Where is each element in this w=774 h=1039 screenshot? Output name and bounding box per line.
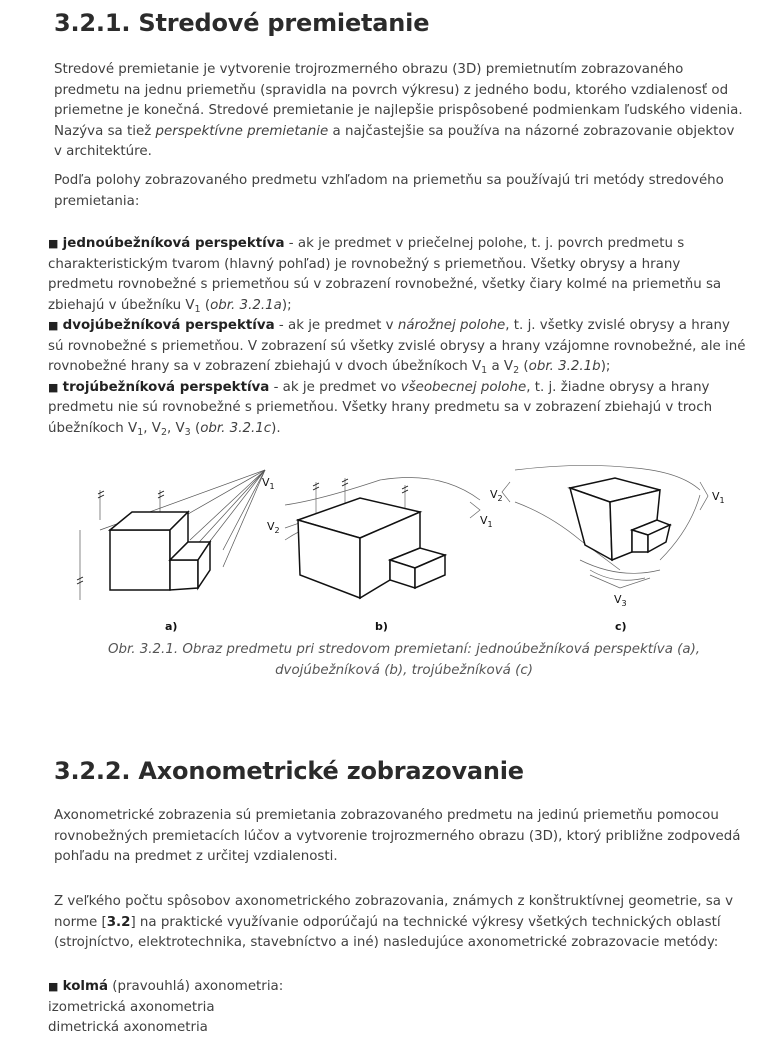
- section-title-3-2-2: 3.2.2. Axonometrické zobrazovanie: [54, 757, 524, 785]
- figure-caption: Obr. 3.2.1. Obraz predmetu pri stredovom premietaní: jednoúbežníková perspektíva (a), dvojúbežníková (b), trojúbežníková (c): [107, 642, 701, 678]
- figure-a-one-point: [77, 470, 275, 600]
- term-one-point: jednoúbežníková perspektíva: [62, 236, 285, 251]
- figure-ref-c[interactable]: obr. 3.2.1c: [200, 420, 272, 436]
- perspective-figure: [60, 460, 740, 635]
- list-item-one-point: ■ jednoúbežníková perspektíva - ak je predmet v priečelnej polohe, t. j. povrch predmetu s charakteristickým tvarom (hlavný pohľad) je rovnobežný s priemetňou. Všetky obrysy a hrany predmetu rovnobežné s priemetňou sú v zobrazení rovnobežné, všetky čiary kolmé na priemetňu sa zbiehajú v úbežníku $V_1$ (obr. 3.2.1a);: [48, 236, 722, 315]
- svg-text:V2: $V_2$: [490, 488, 503, 503]
- list-item-two-point: ■ dvojúbežníková perspektíva - ak je predmet v nárožnej polohe, t. j. všetky zvislé obrysy a hrany sú rovnobežné s priemetňou. V zobrazení sú všetky zvislé obrysy a hrany vzájomne rovnobežné, ale iné rovnobežné hrany sa v zobrazení zbiehajú v dvoch úbežníkoch $V_1$ a $V_2$ (obr. 3.2.1b);: [48, 318, 746, 376]
- intro-paragraph: Stredové premietanie je vytvorenie trojrozmerného obrazu (3D) premietnutím zobrazovaného predmetu na jednu priemetňu (spravidla na povrch výkresu) z jedného bodu, ktorého vzdialenosť od priemetne je konečná. Stredové premietanie je najlepšie prispôsobené podmienkam ľudského videnia. Nazýva sa tiež perspektívne premietanie a najčastejšie sa používa na názorné zobrazovanie objektov v architektúre.: [54, 62, 743, 159]
- list-item-orthogonal: ■ kolmá (pravouhlá) axonometria:: [48, 979, 284, 994]
- figure-label-a: a): [165, 620, 178, 633]
- figure-ref-b[interactable]: obr. 3.2.1b: [528, 359, 601, 374]
- list-item-isometric: izometrická axonometria: [48, 999, 215, 1015]
- svg-text:V2: $V_2$: [267, 520, 280, 535]
- figure-label-b: b): [375, 620, 388, 633]
- figure-ref-a[interactable]: obr. 3.2.1a: [210, 297, 282, 313]
- figure-c-three-point: [490, 465, 725, 608]
- list-item-dimetric: dimetrická axonometria: [48, 1020, 208, 1035]
- norm-reference[interactable]: 3.2: [106, 914, 131, 930]
- bullet-icon: ■: [48, 380, 59, 394]
- axonometry-methods-paragraph: Z veľkého počtu spôsobov axonometrického zobrazovania, známych z konštruktívnej geometrie, sa v norme [3.2] na praktické využívanie odporúčajú na technické výkresy všetkých technických oblastí (strojníctvo, elektrotechnika, stavebníctvo a iné) nasledujúce axonometrické zobrazovacie metódy:: [54, 894, 734, 950]
- section-title-3-2-1: 3.2.1. Stredové premietanie: [54, 9, 430, 37]
- axonometry-intro-paragraph: Axonometrické zobrazenia sú premietania zobrazovaného predmetu na jedinú priemetňu pomocou rovnobežných premietacích lúčov a vytvorenie trojrozmerného obrazu (3D), ktorý približne zodpovedá pohľadu na predmet z určitej vzdialenosti.: [54, 808, 741, 864]
- figure-label-c: c): [615, 620, 627, 633]
- svg-text:V1: $V_1$: [480, 514, 493, 529]
- axonometry-list: [48, 977, 748, 1039]
- bullet-icon: ■: [48, 237, 59, 250]
- methods-intro-paragraph: Podľa polohy zobrazovaného predmetu vzhľadom na priemetňu sa používajú tri metódy stredového premietania:: [54, 173, 724, 209]
- emphasis-perspective: perspektívne premietanie: [155, 123, 329, 139]
- method-list: [48, 234, 748, 439]
- bullet-icon: ■: [48, 319, 59, 332]
- term-orthogonal: kolmá: [62, 979, 108, 994]
- svg-text:V1: $V_1$: [262, 476, 275, 491]
- list-item-three-point: ■ trojúbežníková perspektíva - ak je predmet vo všeobecnej polohe, t. j. žiadne obrysy a hrany predmetu nie sú rovnobežné s priemetňou. Všetky hrany predmetu sa v zobrazení zbiehajú v troch úbežníkoch $V_1$, $V_2$, $V_3$ (obr. 3.2.1c).: [48, 379, 713, 438]
- term-two-point: dvojúbežníková perspektíva: [62, 318, 275, 333]
- svg-text:V1: $V_1$: [712, 490, 725, 505]
- term-three-point: trojúbežníková perspektíva: [62, 379, 270, 395]
- bullet-icon: ■: [48, 980, 59, 993]
- svg-text:V3: $V_3$: [614, 593, 627, 608]
- figure-b-two-point: [267, 478, 493, 599]
